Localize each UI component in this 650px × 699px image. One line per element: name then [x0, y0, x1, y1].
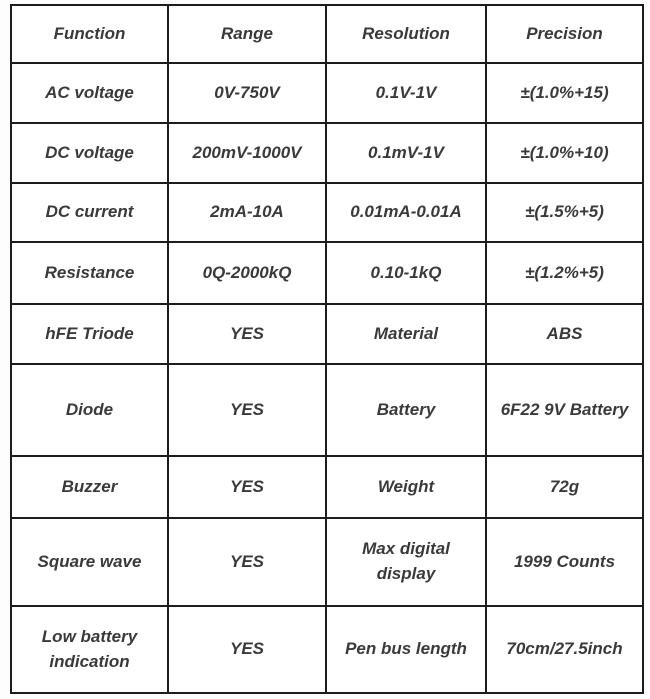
table-row-low-battery	[11, 606, 643, 693]
table-cell: 2mA-10A	[168, 183, 326, 242]
table-cell: DC voltage	[11, 123, 168, 183]
column-header-resolution: Resolution	[326, 5, 486, 63]
spec-table	[10, 4, 644, 694]
table-cell: 70cm/27.5inch	[486, 606, 643, 693]
table-cell: Square wave	[11, 518, 168, 606]
table-cell: 0V-750V	[168, 63, 326, 123]
table-cell: YES	[168, 304, 326, 364]
table-row-diode	[11, 364, 643, 456]
table-cell: Material	[326, 304, 486, 364]
table-row-square-wave	[11, 518, 643, 606]
table-row-resistance	[11, 242, 643, 304]
table-cell: hFE Triode	[11, 304, 168, 364]
header-row	[11, 5, 643, 63]
table-cell: Weight	[326, 456, 486, 518]
table-cell: 6F22 9V Battery	[486, 364, 643, 456]
table-cell: 0.1V-1V	[326, 63, 486, 123]
table-cell: 0.1mV-1V	[326, 123, 486, 183]
table-cell: Buzzer	[11, 456, 168, 518]
table-cell: ±(1.0%+15)	[486, 63, 643, 123]
table-cell: ±(1.2%+5)	[486, 242, 643, 304]
table-cell: ±(1.0%+10)	[486, 123, 643, 183]
table-row-dc-current	[11, 183, 643, 242]
table-row-buzzer	[11, 456, 643, 518]
table-cell: 200mV-1000V	[168, 123, 326, 183]
column-header-precision: Precision	[486, 5, 643, 63]
table-cell: AC voltage	[11, 63, 168, 123]
table-cell: Pen bus length	[326, 606, 486, 693]
table-cell: YES	[168, 456, 326, 518]
table-cell: YES	[168, 518, 326, 606]
table-cell: Diode	[11, 364, 168, 456]
table-cell: 0.01mA-0.01A	[326, 183, 486, 242]
table-cell: 0.10-1kQ	[326, 242, 486, 304]
table-row-hfe-triode	[11, 304, 643, 364]
table-cell: ABS	[486, 304, 643, 364]
table-row-dc-voltage	[11, 123, 643, 183]
table-cell: 72g	[486, 456, 643, 518]
table-cell: YES	[168, 364, 326, 456]
table-cell: Resistance	[11, 242, 168, 304]
table-cell: 1999 Counts	[486, 518, 643, 606]
column-header-range: Range	[168, 5, 326, 63]
table-cell: Battery	[326, 364, 486, 456]
column-header-function: Function	[11, 5, 168, 63]
table-cell: YES	[168, 606, 326, 693]
table-cell: Max digital display	[326, 518, 486, 606]
table-cell: 0Q-2000kQ	[168, 242, 326, 304]
table-cell: Low battery indication	[11, 606, 168, 693]
table-cell: ±(1.5%+5)	[486, 183, 643, 242]
table-row-ac-voltage	[11, 63, 643, 123]
table-cell: DC current	[11, 183, 168, 242]
